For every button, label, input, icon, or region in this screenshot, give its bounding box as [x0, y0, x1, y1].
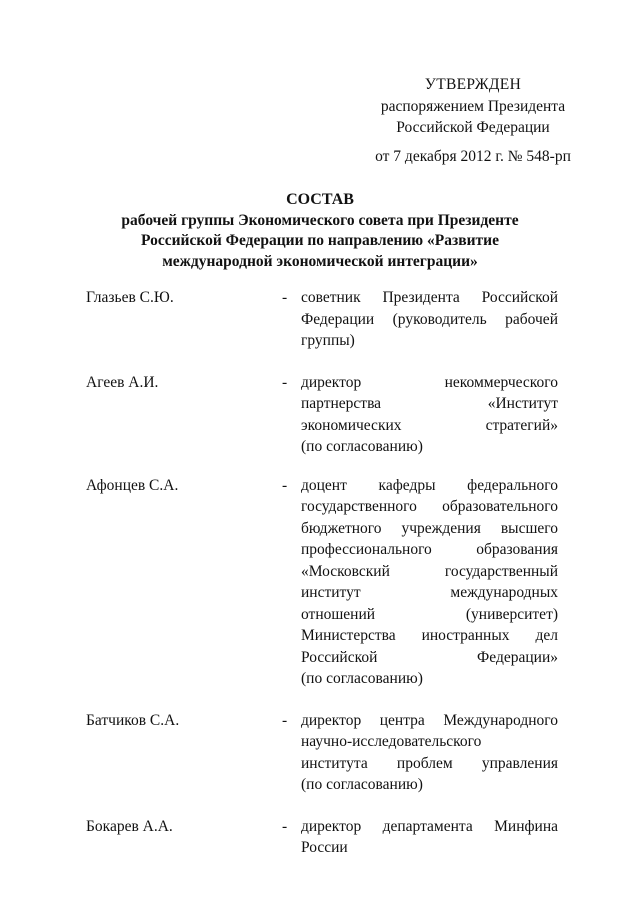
role-line: группы): [301, 332, 355, 349]
member-role: [301, 816, 558, 859]
role-line: Федерации (руководитель рабочей: [301, 310, 558, 328]
member-row: [86, 816, 558, 859]
role-line: (по согласованию): [301, 438, 423, 455]
approval-line-2: Российской Федерации: [396, 119, 550, 136]
approval-heading: УТВЕРЖДЕН: [424, 76, 522, 93]
role-line: институт международных: [301, 584, 558, 601]
title-line-1: рабочей группы Экономического совета при Президенте: [121, 211, 519, 229]
document-title: СОСТАВ: [286, 191, 354, 208]
role-line: директор некоммерческого: [301, 373, 558, 391]
role-line: (по согласованию): [301, 776, 423, 793]
approval-line-1: распоряжением Президента: [380, 97, 566, 115]
role-line: России: [301, 839, 348, 856]
role-line: бюджетного учреждения высшего: [301, 519, 558, 537]
approval-date: от 7 декабря 2012 г. № 548-рп: [375, 147, 571, 165]
role-line: партнерства «Институт: [301, 395, 558, 412]
role-line: профессионального образования: [301, 541, 558, 558]
member-role: [301, 372, 558, 458]
role-line: научно-исследовательского: [301, 733, 482, 750]
document-title-block: [110, 190, 530, 272]
member-role: [301, 475, 558, 690]
member-row: [86, 475, 558, 690]
member-row: [86, 372, 558, 458]
member-dash: -: [282, 289, 288, 306]
member-row: [86, 710, 558, 796]
role-line: экономических стратегий»: [301, 416, 558, 434]
member-role: [301, 287, 558, 352]
member-role: [301, 710, 558, 796]
member-name: Агеев А.И.: [86, 373, 159, 391]
title-line-3: международной экономической интеграции»: [162, 252, 478, 270]
role-line: отношений (университет): [301, 605, 558, 623]
role-line: советник Президента Российской: [301, 289, 558, 306]
member-dash: -: [282, 373, 288, 391]
member-name: Батчиков С.А.: [86, 711, 180, 729]
role-line: доцент кафедры федерального: [301, 476, 558, 494]
member-row: [86, 287, 558, 352]
role-line: Министерства иностранных дел: [301, 627, 558, 644]
member-name: Афонцев С.А.: [86, 476, 179, 494]
member-name: Бокарев А.А.: [86, 817, 173, 835]
role-line: (по согласованию): [301, 670, 423, 687]
member-dash: -: [282, 817, 288, 835]
role-line: директор департамента Минфина: [301, 817, 558, 835]
member-dash: -: [282, 476, 288, 494]
role-line: «Московский государственный: [301, 562, 558, 580]
member-name: Глазьев С.Ю.: [86, 289, 174, 306]
approval-block: [355, 74, 591, 167]
role-line: Российской Федерации»: [301, 648, 558, 666]
role-line: института проблем управления: [301, 754, 558, 772]
member-list: [86, 287, 558, 859]
title-line-2: Российской Федерации по направлению «Развитие: [141, 232, 499, 249]
role-line: государственного образовательного: [301, 498, 558, 515]
member-dash: -: [282, 711, 288, 729]
role-line: директор центра Международного: [301, 711, 558, 729]
